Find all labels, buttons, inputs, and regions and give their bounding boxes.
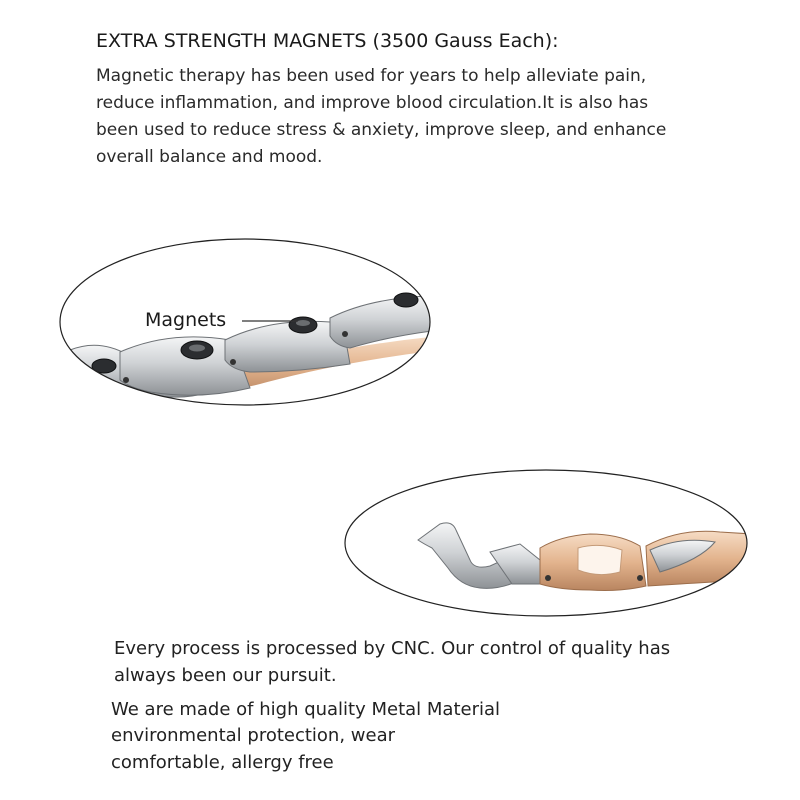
intro-line: reduce inflammation, and improve blood circulation.It is also has — [96, 93, 649, 113]
cnc-line: always been our pursuit. — [114, 665, 337, 686]
magnet — [394, 293, 418, 307]
material-line: We are made of high quality Metal Material — [111, 699, 501, 720]
magnet-links-closeup — [60, 239, 440, 405]
cnc-line: Every process is processed by CNC. Our control of quality has — [114, 638, 671, 659]
material-line: environmental protection, wear — [111, 725, 396, 746]
material-line: comfortable, allergy free — [111, 752, 334, 773]
intro-line: overall balance and mood. — [96, 147, 323, 167]
intro-line: been used to reduce stress & anxiety, improve sleep, and enhance — [96, 120, 667, 140]
magnets-label: Magnets — [145, 309, 227, 331]
section-heading: EXTRA STRENGTH MAGNETS (3500 Gauss Each): — [96, 30, 559, 52]
intro-line: Magnetic therapy has been used for years to help alleviate pain, — [96, 66, 647, 86]
clasp-closeup — [345, 470, 752, 616]
